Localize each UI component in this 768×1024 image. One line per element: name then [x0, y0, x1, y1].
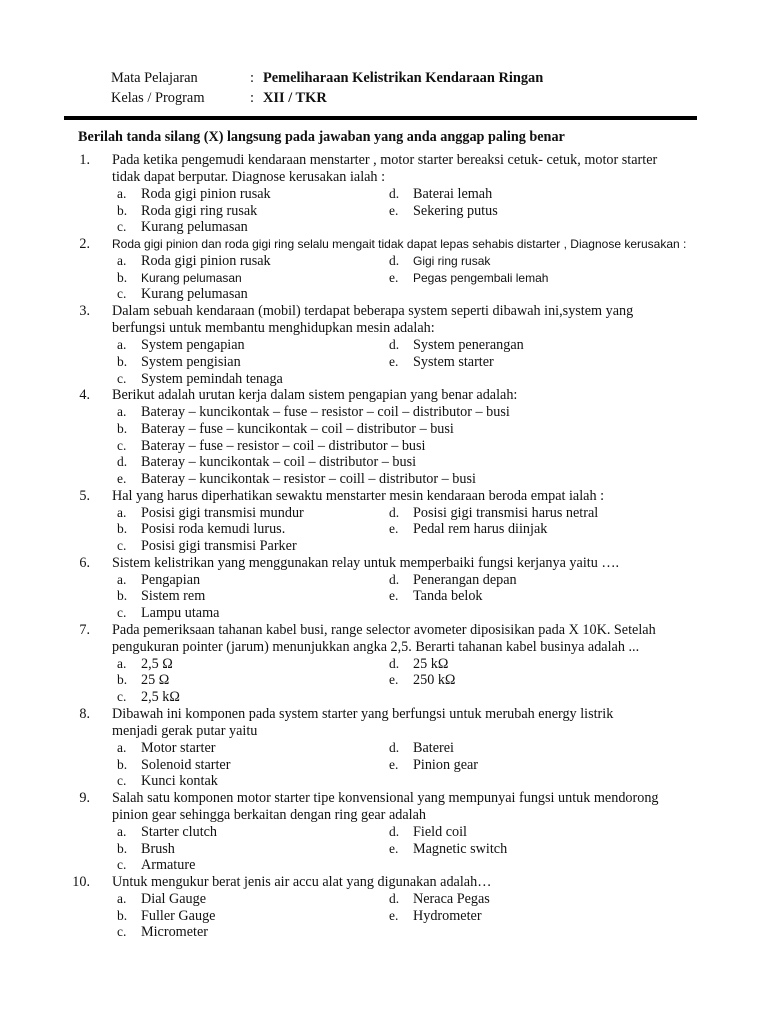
option-letter: c.	[117, 773, 127, 789]
question-text: Dalam sebuah kendaraan (mobil) terdapat beberapa system seperti dibawah ini,system yang	[112, 303, 634, 320]
question-item	[0, 790, 768, 874]
question-text: Berikut adalah urutan kerja dalam sistem pengapian yang benar adalah:	[112, 387, 518, 404]
option-text: 250 kΩ	[413, 672, 456, 689]
option-letter: b.	[117, 269, 128, 285]
question-number: 5.	[79, 487, 90, 504]
option-letter: d.	[389, 253, 400, 269]
option-text: Bateray – kuncikontak – resistor – coill – distributor – busi	[141, 470, 476, 487]
option-text: Kurang pelumasan	[141, 270, 242, 285]
question-list	[0, 152, 768, 941]
question-text: Dibawah ini komponen pada system starter yang berfungsi untuk merubah energy listrik	[112, 705, 614, 722]
option-text: Kurang pelumasan	[141, 219, 248, 236]
option-text: Roda gigi pinion rusak	[141, 186, 271, 202]
option-text: Kunci kontak	[141, 773, 218, 790]
option-text: Armature	[141, 857, 196, 874]
question-item	[0, 152, 768, 236]
option-letter: b.	[117, 840, 128, 856]
option-text: Baterei	[413, 739, 454, 756]
question-text: Pada pemeriksaan tahanan kabel busi, range selector avometer diposisikan pada X 10K. Setelah	[112, 621, 656, 638]
option-letter: e.	[117, 470, 127, 486]
question-number: 3.	[79, 303, 90, 320]
question-text: berfungsi untuk membantu menghidupkan mesin adalah:	[112, 320, 435, 337]
option-letter: e.	[389, 840, 399, 856]
option-letter: e.	[389, 269, 399, 285]
option-letter: d.	[389, 739, 400, 755]
option-text: 25 Ω	[141, 672, 170, 689]
option-letter: d.	[389, 890, 400, 906]
question-number: 8.	[79, 705, 90, 722]
option-text: Sekering putus	[413, 202, 498, 219]
option-text: Penerangan depan	[413, 571, 517, 588]
option-letter: e.	[389, 521, 399, 537]
option-letter: c.	[117, 605, 127, 621]
option-text: Baterai lemah	[413, 186, 493, 202]
option-letter: d.	[389, 655, 400, 671]
option-letter: b.	[117, 588, 128, 604]
option-letter: c.	[117, 924, 127, 940]
class-value: XII / TKR	[263, 90, 327, 106]
option-letter: d.	[389, 337, 400, 353]
option-text: Hydrometer	[413, 907, 482, 924]
option-letter: c.	[117, 857, 127, 873]
option-letter: c.	[117, 286, 127, 302]
option-letter: a.	[117, 504, 127, 520]
option-letter: b.	[117, 420, 128, 436]
question-item	[0, 555, 768, 622]
option-letter: d.	[117, 454, 128, 470]
question-number: 10.	[72, 873, 90, 890]
option-letter: c.	[117, 689, 127, 705]
option-text: Pinion gear	[413, 756, 479, 773]
option-letter: e.	[389, 756, 399, 772]
option-text: Sistem rem	[141, 588, 206, 605]
option-letter: e.	[389, 588, 399, 604]
question-number: 2.	[79, 236, 90, 253]
question-text: Hal yang harus diperhatikan sewaktu menstarter mesin kendaraan beroda empat ialah :	[112, 487, 605, 504]
question-text: tidak dapat berputar. Diagnose kerusakan ialah :	[112, 169, 386, 185]
option-text: Pedal rem harus diinjak	[413, 521, 548, 538]
option-letter: b.	[117, 521, 128, 537]
option-text: Bateray – kuncikontak – coil – distributor – busi	[141, 454, 417, 471]
question-item	[0, 387, 768, 487]
question-text: pengukuran pointer (jarum) menunjukkan angka 2,5. Berarti tahanan kabel businya adalah ...	[112, 638, 640, 655]
option-text: Gigi ring rusak	[413, 254, 491, 269]
question-item	[0, 874, 768, 941]
option-letter: a.	[117, 186, 127, 201]
option-text: Lampu utama	[141, 605, 220, 622]
option-letter: e.	[389, 353, 399, 369]
question-number: 7.	[79, 621, 90, 638]
header-divider	[64, 116, 697, 120]
class-colon: :	[250, 90, 254, 106]
option-letter: b.	[117, 672, 128, 688]
option-text: Posisi gigi transmisi harus netral	[413, 504, 599, 521]
question-text: Pada ketika pengemudi kendaraan menstarter , motor starter bereaksi cetuk- cetuk, motor starter	[112, 152, 658, 168]
option-text: Brush	[141, 840, 175, 857]
question-text: Sistem kelistrikan yang menggunakan relay untuk memperbaiki fungsi kerjanya yaitu ….	[112, 554, 620, 571]
option-text: Posisi roda kemudi lurus.	[141, 521, 286, 538]
option-text: Micrometer	[141, 924, 208, 941]
option-text: Bateray – fuse – kuncikontak – coil – distributor – busi	[141, 420, 454, 437]
option-text: System pengapian	[141, 337, 245, 354]
option-text: 2,5 Ω	[141, 655, 173, 672]
question-text: menjadi gerak putar yaitu	[112, 722, 258, 739]
question-item	[0, 488, 768, 555]
option-letter: c.	[117, 437, 127, 453]
option-text: Posisi gigi transmisi mundur	[141, 504, 304, 521]
option-text: System starter	[413, 353, 494, 370]
option-text: Motor starter	[141, 739, 216, 756]
question-item	[0, 622, 768, 706]
question-text: Untuk mengukur berat jenis air accu alat yang digunakan adalah…	[112, 873, 492, 890]
option-text: Pegas pengembali lemah	[413, 270, 549, 285]
option-letter: d.	[389, 504, 400, 520]
option-text: System pemindah tenaga	[141, 370, 283, 387]
option-letter: c.	[117, 370, 127, 386]
option-text: System pengisian	[141, 353, 241, 370]
option-letter: b.	[117, 353, 128, 369]
question-number: 9.	[79, 789, 90, 806]
subject-colon: :	[250, 70, 254, 86]
question-text: Roda gigi pinion dan roda gigi ring selalu mengait tidak dapat lepas sehabis distarter , Diagnose kerusakan :	[112, 237, 687, 252]
option-letter: d.	[389, 571, 400, 587]
question-number: 1.	[79, 152, 90, 168]
subject-value: Pemeliharaan Kelistrikan Kendaraan Ringan	[263, 70, 544, 86]
question-item	[0, 706, 768, 790]
option-letter: a.	[117, 253, 127, 269]
option-text: System penerangan	[413, 337, 524, 354]
option-letter: b.	[117, 907, 128, 923]
option-letter: a.	[117, 823, 127, 839]
option-text: Fuller Gauge	[141, 907, 216, 924]
option-text: 25 kΩ	[413, 655, 449, 672]
option-text: Pengapian	[141, 571, 201, 588]
question-text: Salah satu komponen motor starter tipe konvensional yang mempunyai fungsi untuk mendorong	[112, 789, 659, 806]
option-letter: a.	[117, 655, 127, 671]
option-letter: a.	[117, 337, 127, 353]
question-item	[0, 236, 768, 303]
option-text: Posisi gigi transmisi Parker	[141, 538, 297, 554]
option-text: Roda gigi pinion rusak	[141, 253, 271, 270]
question-item	[0, 303, 768, 387]
option-letter: a.	[117, 890, 127, 906]
question-number: 6.	[79, 554, 90, 571]
option-text: Neraca Pegas	[413, 890, 490, 907]
option-letter: e.	[389, 672, 399, 688]
option-text: Dial Gauge	[141, 890, 207, 907]
option-letter: a.	[117, 571, 127, 587]
option-text: Magnetic switch	[413, 840, 508, 857]
option-letter: d.	[389, 186, 400, 201]
option-text: Field coil	[413, 823, 467, 840]
option-letter: b.	[117, 756, 128, 772]
option-text: Tanda belok	[413, 588, 483, 605]
option-letter: c.	[117, 219, 127, 235]
option-letter: e.	[389, 202, 399, 218]
class-label: Kelas / Program	[111, 90, 205, 106]
option-letter: c.	[117, 538, 127, 553]
question-number: 4.	[79, 387, 90, 404]
option-text: Kurang pelumasan	[141, 286, 248, 303]
option-letter: d.	[389, 823, 400, 839]
option-text: Starter clutch	[141, 823, 218, 840]
option-letter: a.	[117, 739, 127, 755]
option-letter: e.	[389, 907, 399, 923]
option-letter: a.	[117, 404, 127, 420]
subject-label: Mata Pelajaran	[111, 70, 198, 86]
question-text: pinion gear sehingga berkaitan dengan ring gear adalah	[112, 806, 426, 823]
option-letter: b.	[117, 202, 128, 218]
option-text: Bateray – fuse – resistor – coil – distributor – busi	[141, 437, 426, 454]
option-text: 2,5 kΩ	[141, 689, 180, 706]
option-text: Roda gigi ring rusak	[141, 202, 258, 219]
option-text: Bateray – kuncikontak – fuse – resistor – coil – distributor – busi	[141, 404, 510, 421]
option-text: Solenoid starter	[141, 756, 231, 773]
instruction-text: Berilah tanda silang (X) langsung pada jawaban yang anda anggap paling benar	[78, 129, 565, 145]
